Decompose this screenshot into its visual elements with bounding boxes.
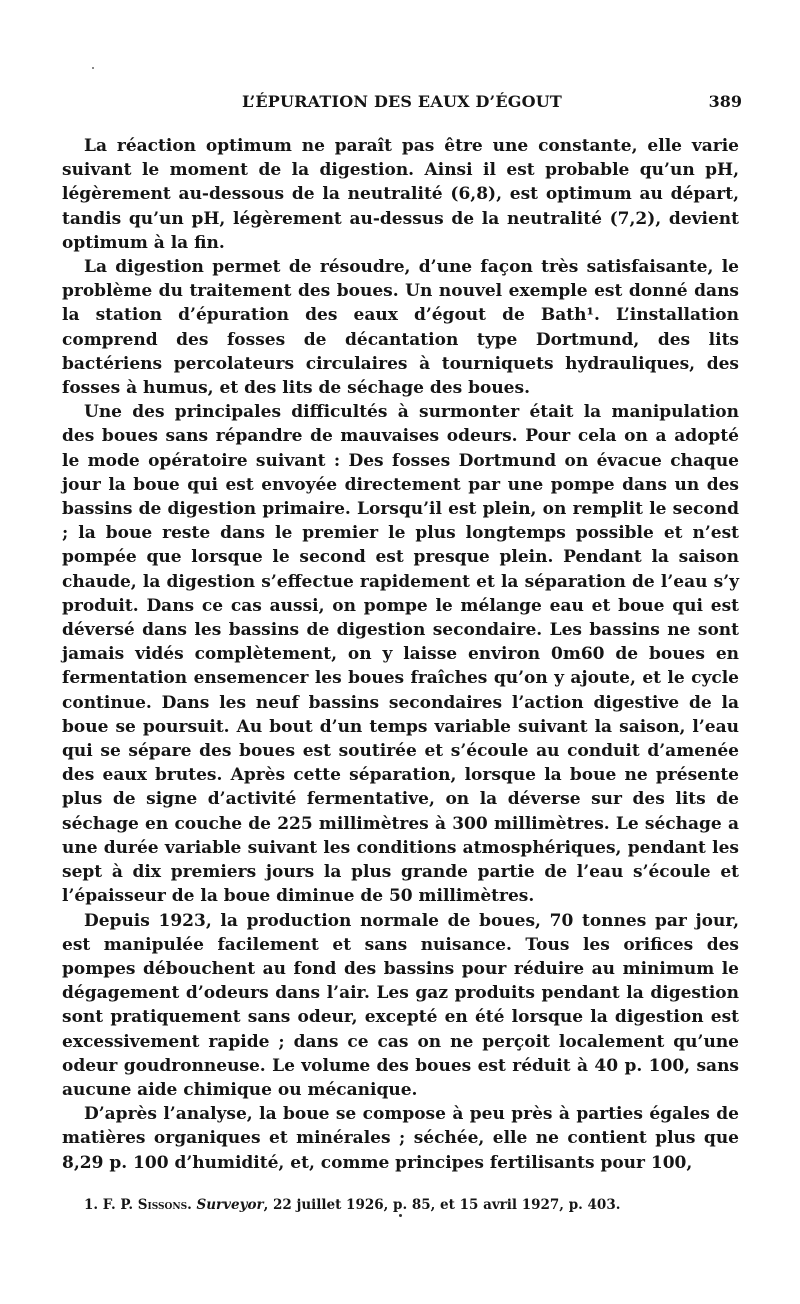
page-header [62,92,742,116]
footnote-journal: Surveyor [196,1197,264,1213]
paragraph-digestion-bath: La digestion permet de résoudre, d’une façon très satisfaisante, le problème du traitement des boues. Un nouvel exemple est donné dans la station d’épuration des eaux d’égout de Bath¹. L’installation comprend des fosses de décantation type Dortmund, des lits bactériens percolateurs circulaires à tourniquets hydrauliques, des fosses à humus, et des lits de séchage des boues. [62,257,739,399]
page-number: 389 [708,92,742,111]
footnote-reference: , 22 juillet 1926, p. 85, et 15 avril 1927, p. 403. [263,1197,621,1213]
scan-dot [399,1214,402,1217]
paragraph-analysis: D’après l’analyse, la boue se compose à peu près à parties égales de matières organiques et minérales ; séchée, elle ne contient plus que 8,29 p. 100 d’humidité, et, comme principes fertilisants pour 100, [62,1104,739,1173]
body-text [62,134,739,1175]
paragraph-reaction-optimum: La réaction optimum ne paraît pas être une constante, elle varie suivant le moment de la digestion. Ainsi il est probable qu’un pH, légèrement au-dessous de la neutralité (6,8), est optimum au départ, tandis qu’un pH, légèrement au-dessus de la neutralité (7,2), devient optimum à la fin. [62,136,739,253]
footnote [62,1196,742,1214]
scan-speck [92,67,94,69]
footnote-author: F. P. Sissons. [102,1197,192,1213]
paragraph-production-1923: Depuis 1923, la production normale de boues, 70 tonnes par jour, est manipulée facilement et sans nuisance. Tous les orifices des pompes débouchent au fond des bassins pour réduire au minimum le dégagement d’odeurs dans l’air. Les gaz produits pendant la digestion sont pratiquement sans odeur, excepté en été lorsque la digestion est excessivement rapide ; dans ce cas on ne perçoit localement qu’une odeur goudronneuse. Le volume des boues est réduit à 40 p. 100, sans aucune aide chimique ou mécanique. [62,910,739,1100]
running-title: L’ÉPURATION DES EAUX D’ÉGOUT [242,92,562,111]
footnote-marker: 1. [84,1197,99,1213]
paragraph-difficulties: Une des principales difficultés à surmonter était la manipulation des boues sans répandre de mauvaises odeurs. Pour cela on a adopté le mode opératoire suivant : Des fosses Dortmund on évacue chaque jour la boue qui est envoyée directement par une pompe dans un des bassins de digestion primaire. Lorsqu’il est plein, on remplit le second ; la boue reste dans le premier le plus longtemps possible et n’est pompée que lorsque le second est presque plein. Pendant la saison chaude, la digestion s’effectue rapidement et la séparation de l’eau s’y produit. Dans ce cas aussi, on pompe le mélange eau et boue qui est déversé dans les bassins de digestion secondaire. Les bassins ne sont jamais vidés complètement, on y laisse environ 0m60 de boues en fermentation ensemencer les boues fraîches qu’on y ajoute, et le cycle continue. Dans les neuf bassins secondaires l’action digestive de la boue se poursuit. Au bout d’un temps variable suivant la saison, l’eau qui se sépare des boues est soutirée et s’écoule au conduit d’amenée des eaux brutes. Après cette séparation, lorsque la boue ne présente plus de signe d’activité fermentative, on la déverse sur des lits de séchage en couche de 225 millimètres à 300 millimètres. Le séchage a une durée variable suivant les conditions atmosphériques, pendant les sept à dix premiers jours la plus grande partie de l’eau s’écoule et l’épaisseur de la boue diminue de 50 millimètres. [62,402,739,907]
